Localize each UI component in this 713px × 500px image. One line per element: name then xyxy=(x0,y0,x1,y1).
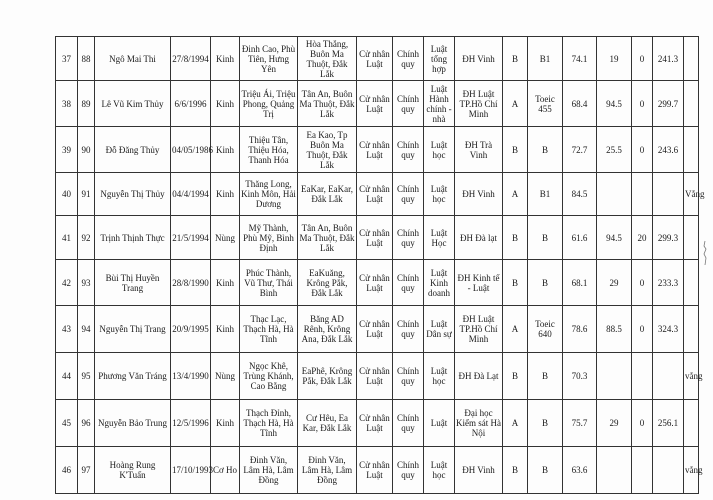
major-cell: Luật tổng hợp xyxy=(424,37,455,81)
degree-cell: Cử nhân Luật xyxy=(357,216,393,260)
address-cell: Cư Hêu, Ea Kar, Đắk Lắk xyxy=(298,400,357,447)
note-cell xyxy=(684,260,699,306)
candidate-id-cell: 94 xyxy=(78,306,95,353)
score-2-cell: 94.5 xyxy=(597,216,632,260)
address-cell: EaKuăng, Krông Pắk, Đắk Lắk xyxy=(298,260,357,306)
hometown-cell: Thiệu Tân, Thiệu Hóa, Thanh Hóa xyxy=(240,127,298,173)
row-number-cell: 41 xyxy=(56,216,78,260)
name-cell: Nguyễn Bảo Trung xyxy=(95,400,171,447)
study-form-cell: Chính quy xyxy=(393,306,424,353)
score-1-cell: 68.4 xyxy=(563,81,597,127)
candidate-id-cell: 91 xyxy=(78,173,95,216)
cert-level-cell: A xyxy=(503,400,528,447)
score-1-cell: 70.3 xyxy=(563,353,597,400)
birth-date-cell: 21/5/1994 xyxy=(171,216,211,260)
birth-date-cell: 27/8/1994 xyxy=(171,37,211,81)
score-1-cell: 84.5 xyxy=(563,173,597,216)
table-row xyxy=(56,81,699,127)
score-1-cell: 68.1 xyxy=(563,260,597,306)
ethnicity-cell: Kinh xyxy=(211,400,240,447)
note-cell xyxy=(684,127,699,173)
score-2-cell: 88.5 xyxy=(597,306,632,353)
hometown-cell: Mỹ Thành, Phù Mỹ, Bình Định xyxy=(240,216,298,260)
score-1-cell: 63.6 xyxy=(563,447,597,494)
ethnicity-cell: Nùng xyxy=(211,216,240,260)
hometown-cell: Ngọc Khê, Trùng Khánh, Cao Bằng xyxy=(240,353,298,400)
birth-date-cell: 6/6/1996 xyxy=(171,81,211,127)
birth-date-cell: 13/4/1990 xyxy=(171,353,211,400)
language-cert-cell: Toeic 640 xyxy=(528,306,563,353)
note-cell: Vắng xyxy=(684,173,699,216)
score-2-cell: 29 xyxy=(597,260,632,306)
study-form-cell: Chính quy xyxy=(393,127,424,173)
score-2-cell: 29 xyxy=(597,400,632,447)
school-cell: ĐH Đà Lạt xyxy=(455,353,503,400)
score-1-cell: 75.7 xyxy=(563,400,597,447)
language-cert-cell: B xyxy=(528,400,563,447)
name-cell: Nguyễn Thị Thủy xyxy=(95,173,171,216)
table-row xyxy=(56,306,699,353)
table-row xyxy=(56,216,699,260)
name-cell: Lê Vũ Kim Thủy xyxy=(95,81,171,127)
ethnicity-cell: Cơ Ho xyxy=(211,447,240,494)
birth-date-cell: 17/10/1993 xyxy=(171,447,211,494)
study-form-cell: Chính quy xyxy=(393,173,424,216)
address-cell: Ea Kao, Tp Buôn Ma Thuột, Đắk Lắk xyxy=(298,127,357,173)
row-number-cell: 38 xyxy=(56,81,78,127)
cert-level-cell: B xyxy=(503,353,528,400)
hometown-cell: Thăng Long, Kinh Môn, Hải Dương xyxy=(240,173,298,216)
study-form-cell: Chính quy xyxy=(393,81,424,127)
hometown-cell: Phúc Thành, Vũ Thư, Thái Bình xyxy=(240,260,298,306)
score-1-cell: 61.6 xyxy=(563,216,597,260)
hometown-cell: Thạc Lạc, Thạch Hà, Hà Tĩnh xyxy=(240,306,298,353)
bonus-score-cell xyxy=(632,173,653,216)
note-cell xyxy=(684,306,699,353)
name-cell: Nguyễn Thị Trang xyxy=(95,306,171,353)
address-cell: Hòa Thắng, Buôn Ma Thuột, Đắk Lắk xyxy=(298,37,357,81)
score-2-cell: 25.5 xyxy=(597,127,632,173)
birth-date-cell: 04/05/1986 xyxy=(171,127,211,173)
major-cell: Luật học xyxy=(424,447,455,494)
ethnicity-cell: Kinh xyxy=(211,127,240,173)
candidate-id-cell: 90 xyxy=(78,127,95,173)
table-row xyxy=(56,127,699,173)
name-cell: Phương Văn Tráng xyxy=(95,353,171,400)
hometown-cell: Đinh Văn, Lâm Hà, Lâm Đồng xyxy=(240,447,298,494)
score-1-cell: 72.7 xyxy=(563,127,597,173)
candidate-id-cell: 92 xyxy=(78,216,95,260)
cert-level-cell: B xyxy=(503,447,528,494)
degree-cell: Cử nhân Luật xyxy=(357,127,393,173)
candidate-id-cell: 89 xyxy=(78,81,95,127)
score-2-cell xyxy=(597,447,632,494)
bonus-score-cell xyxy=(632,353,653,400)
bonus-score-cell xyxy=(632,447,653,494)
ethnicity-cell: Kinh xyxy=(211,37,240,81)
cert-level-cell: B xyxy=(503,260,528,306)
score-1-cell: 74.1 xyxy=(563,37,597,81)
cert-level-cell: A xyxy=(503,173,528,216)
bonus-score-cell: 0 xyxy=(632,306,653,353)
school-cell: ĐH Kinh tế - Luật xyxy=(455,260,503,306)
birth-date-cell: 28/8/1990 xyxy=(171,260,211,306)
note-cell: vắng xyxy=(684,353,699,400)
name-cell: Bùi Thị Huyền Trang xyxy=(95,260,171,306)
degree-cell: Cử nhân Luật xyxy=(357,173,393,216)
study-form-cell: Chính quy xyxy=(393,37,424,81)
note-cell xyxy=(684,81,699,127)
degree-cell: Cử nhân Luật xyxy=(357,81,393,127)
bonus-score-cell: 0 xyxy=(632,260,653,306)
cert-level-cell: B xyxy=(503,216,528,260)
address-cell: Băng AD Rênh, Krông Ana, Đắk Lắk xyxy=(298,306,357,353)
row-number-cell: 46 xyxy=(56,447,78,494)
major-cell: Luật học xyxy=(424,127,455,173)
school-cell: ĐH Trà Vinh xyxy=(455,127,503,173)
table-row xyxy=(56,260,699,306)
table-row xyxy=(56,353,699,400)
row-number-cell: 44 xyxy=(56,353,78,400)
school-cell: Đại học Kiểm sát Hà Nội xyxy=(455,400,503,447)
language-cert-cell: B xyxy=(528,216,563,260)
table-row xyxy=(56,400,699,447)
language-cert-cell: B xyxy=(528,447,563,494)
candidate-id-cell: 95 xyxy=(78,353,95,400)
row-number-cell: 37 xyxy=(56,37,78,81)
language-cert-cell: B1 xyxy=(528,173,563,216)
language-cert-cell: B xyxy=(528,353,563,400)
hometown-cell: Đinh Cao, Phù Tiên, Hưng Yên xyxy=(240,37,298,81)
bonus-score-cell: 20 xyxy=(632,216,653,260)
candidate-id-cell: 96 xyxy=(78,400,95,447)
address-cell: Tân An, Buôn Ma Thuột, Đắk Lắk xyxy=(298,216,357,260)
table-body xyxy=(56,37,705,494)
study-form-cell: Chính quy xyxy=(393,353,424,400)
degree-cell: Cử nhân Luật xyxy=(357,400,393,447)
candidate-id-cell: 88 xyxy=(78,37,95,81)
study-form-cell: Chính quy xyxy=(393,447,424,494)
ethnicity-cell: Nùng xyxy=(211,353,240,400)
total-score-cell: 233.3 xyxy=(653,260,684,306)
total-score-cell: 243.6 xyxy=(653,127,684,173)
birth-date-cell: 04/4/1994 xyxy=(171,173,211,216)
score-2-cell: 19 xyxy=(597,37,632,81)
language-cert-cell: B xyxy=(528,260,563,306)
major-cell: Luật Kinh doanh xyxy=(424,260,455,306)
address-cell: Đinh Văn, Lâm Hà, Lâm Đồng xyxy=(298,447,357,494)
birth-date-cell: 20/9/1995 xyxy=(171,306,211,353)
score-2-cell: 94.5 xyxy=(597,81,632,127)
study-form-cell: Chính quy xyxy=(393,260,424,306)
ethnicity-cell: Kinh xyxy=(211,260,240,306)
major-cell: Luật học xyxy=(424,353,455,400)
name-cell: Hoàng Rung K'Tuấn xyxy=(95,447,171,494)
ethnicity-cell: Kinh xyxy=(211,81,240,127)
total-score-cell: 299.7 xyxy=(653,81,684,127)
total-score-cell xyxy=(653,173,684,216)
study-form-cell: Chính quy xyxy=(393,216,424,260)
note-cell xyxy=(684,37,699,81)
language-cert-cell: Toeic 455 xyxy=(528,81,563,127)
scan-artifact-icon xyxy=(702,240,708,266)
major-cell: Luật Hành chính - nhà xyxy=(424,81,455,127)
total-score-cell: 324.3 xyxy=(653,306,684,353)
score-2-cell xyxy=(597,173,632,216)
degree-cell: Cử nhân Luật xyxy=(357,306,393,353)
cert-level-cell: A xyxy=(503,81,528,127)
cert-level-cell: B xyxy=(503,127,528,173)
name-cell: Trịnh Thịnh Thực xyxy=(95,216,171,260)
ethnicity-cell: Kinh xyxy=(211,306,240,353)
hometown-cell: Triệu Ái, Triệu Phong, Quảng Trị xyxy=(240,81,298,127)
study-form-cell: Chính quy xyxy=(393,400,424,447)
cert-level-cell: B xyxy=(503,37,528,81)
address-cell: EaKar, EaKar, Đắk Lắk xyxy=(298,173,357,216)
major-cell: Luật học xyxy=(424,173,455,216)
candidate-id-cell: 93 xyxy=(78,260,95,306)
total-score-cell xyxy=(653,447,684,494)
table-row xyxy=(56,173,699,216)
school-cell: ĐH Vinh xyxy=(455,37,503,81)
school-cell: ĐH Vinh xyxy=(455,447,503,494)
bonus-score-cell: 0 xyxy=(632,37,653,81)
candidate-table xyxy=(55,36,705,494)
row-number-cell: 45 xyxy=(56,400,78,447)
hometown-cell: Thạch Đỉnh, Thạch Hà, Hà Tĩnh xyxy=(240,400,298,447)
school-cell: ĐH Đà lạt xyxy=(455,216,503,260)
score-1-cell: 78.6 xyxy=(563,306,597,353)
major-cell: Luật Dân sự xyxy=(424,306,455,353)
table-row xyxy=(56,447,699,494)
bonus-score-cell: 0 xyxy=(632,81,653,127)
name-cell: Đỗ Đăng Thủy xyxy=(95,127,171,173)
table-row xyxy=(56,37,699,81)
language-cert-cell: B xyxy=(528,127,563,173)
candidate-id-cell: 97 xyxy=(78,447,95,494)
address-cell: Tân An, Buôn Ma Thuột, Đắk Lắk xyxy=(298,81,357,127)
birth-date-cell: 12/5/1996 xyxy=(171,400,211,447)
row-number-cell: 40 xyxy=(56,173,78,216)
total-score-cell: 299.3 xyxy=(653,216,684,260)
degree-cell: Cử nhân Luật xyxy=(357,260,393,306)
school-cell: ĐH Luật TP.Hồ Chí Minh xyxy=(455,81,503,127)
note-cell xyxy=(684,216,699,260)
cert-level-cell: A xyxy=(503,306,528,353)
major-cell: Luật xyxy=(424,400,455,447)
note-cell: vắng xyxy=(684,447,699,494)
row-number-cell: 39 xyxy=(56,127,78,173)
school-cell: ĐH Vinh xyxy=(455,173,503,216)
total-score-cell: 241.3 xyxy=(653,37,684,81)
name-cell: Ngô Mai Thi xyxy=(95,37,171,81)
ethnicity-cell: Kinh xyxy=(211,173,240,216)
degree-cell: Cử nhân Luật xyxy=(357,447,393,494)
row-number-cell: 42 xyxy=(56,260,78,306)
major-cell: Luật Học xyxy=(424,216,455,260)
total-score-cell xyxy=(653,353,684,400)
bonus-score-cell: 0 xyxy=(632,127,653,173)
school-cell: ĐH Luật TP.Hồ Chí Minh xyxy=(455,306,503,353)
degree-cell: Cử nhân Luật xyxy=(357,353,393,400)
address-cell: EaPhê, Krông Pắk, Đắk Lắk xyxy=(298,353,357,400)
degree-cell: Cử nhân Luật xyxy=(357,37,393,81)
score-2-cell xyxy=(597,353,632,400)
row-number-cell: 43 xyxy=(56,306,78,353)
language-cert-cell: B1 xyxy=(528,37,563,81)
total-score-cell: 256.1 xyxy=(653,400,684,447)
bonus-score-cell: 0 xyxy=(632,400,653,447)
note-cell xyxy=(684,400,699,447)
